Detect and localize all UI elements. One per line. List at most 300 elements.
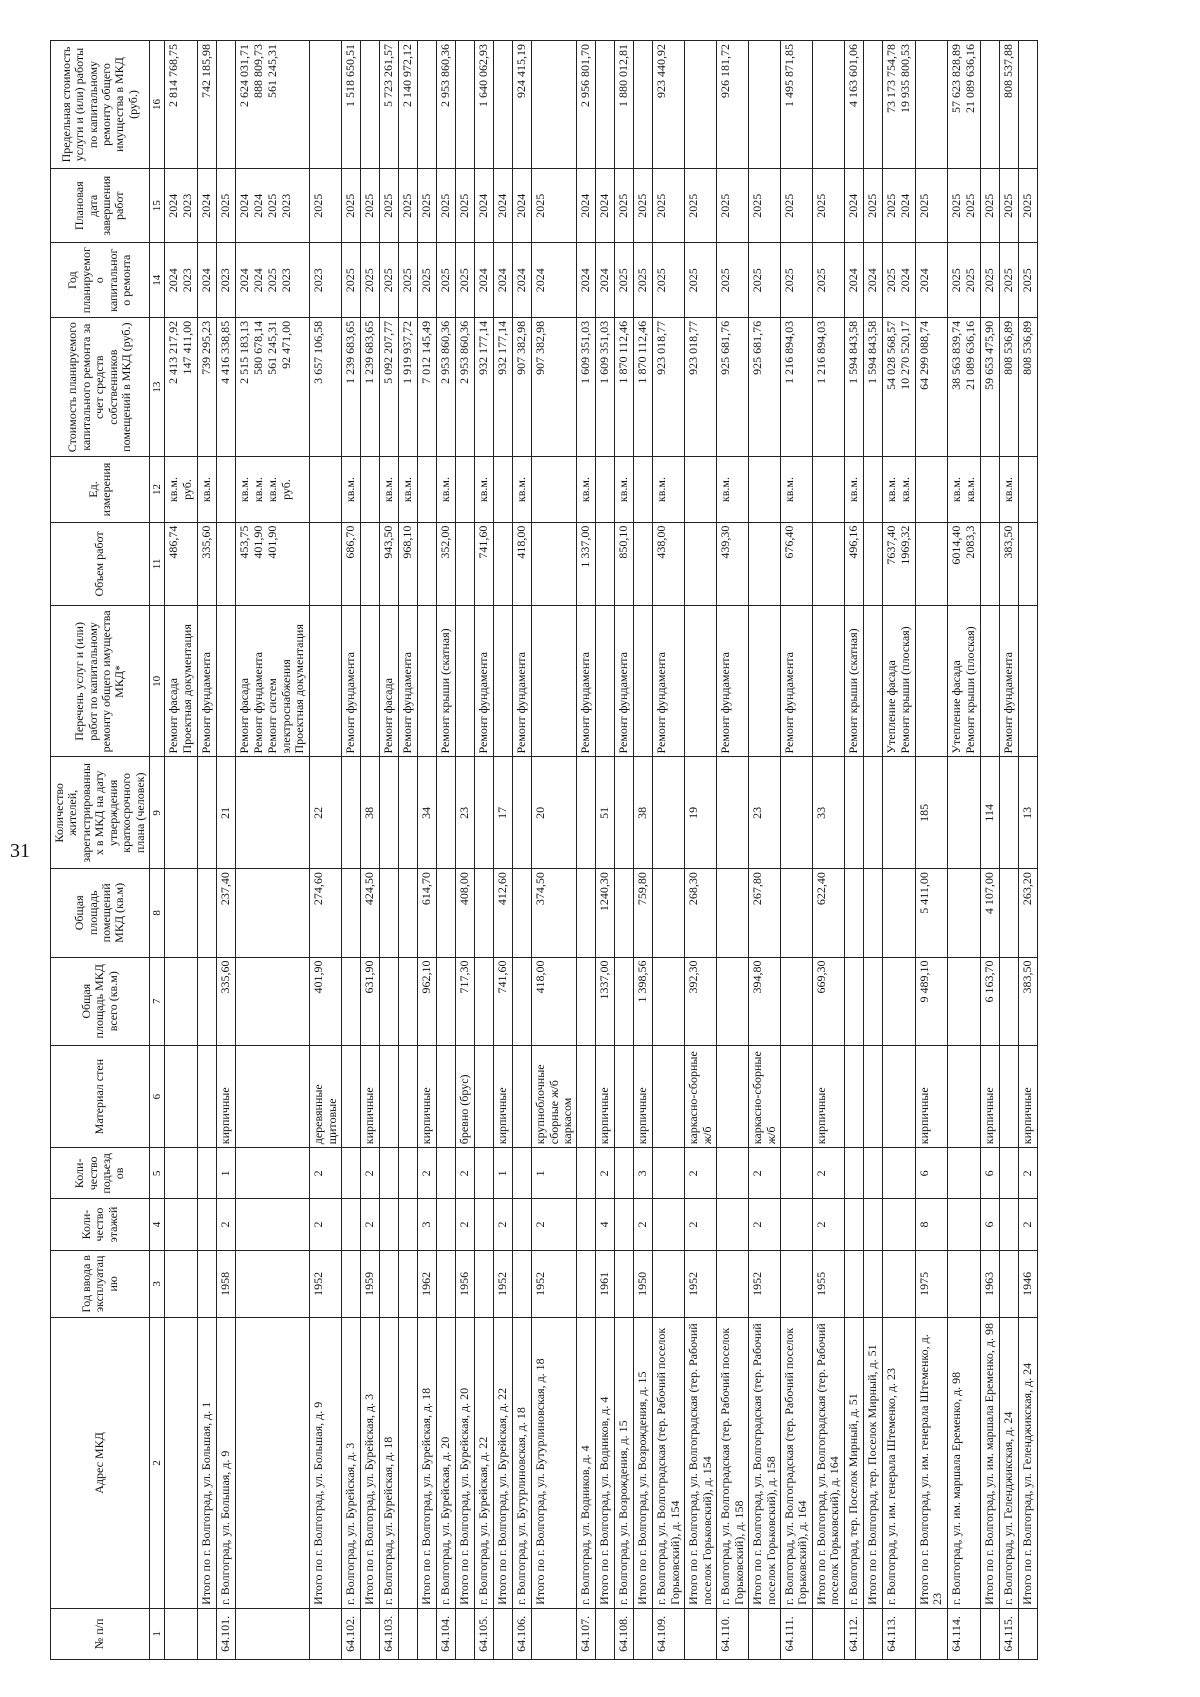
unit-item: кв.м. [1000, 476, 1015, 503]
header-cell: Материал стен [51, 1045, 150, 1147]
floors-count-cell [717, 1199, 749, 1250]
end-date-cell [1018, 169, 1037, 243]
premises-area-cell: 614,70 [418, 869, 437, 957]
limit-cost-cell [198, 41, 217, 169]
entrances-count-cell [717, 1148, 749, 1199]
repair-cost-item: 5 092 207,77 [381, 320, 396, 384]
works-list-item: Ремонт фундамента [781, 652, 796, 754]
unit-cell [863, 457, 882, 522]
total-area-cell [717, 957, 749, 1045]
residents-count-cell: 19 [685, 757, 717, 869]
end-date-item: 2025 [948, 193, 963, 218]
residents-count-cell [399, 757, 418, 869]
works-list-cell [882, 606, 915, 757]
repair-cost-item: 1 239 683,65 [362, 320, 377, 384]
works-list-item: Ремонт фасада [381, 678, 396, 754]
limit-cost-item: 924 415,19 [514, 44, 529, 98]
works-list-cell [980, 606, 999, 757]
work-volume-cell [399, 522, 418, 606]
residents-count-cell [653, 757, 685, 869]
wall-material-cell [882, 1045, 915, 1147]
column-number: 15 [150, 169, 165, 243]
works-list-item: Ремонт фундамента [476, 652, 491, 754]
residents-count-cell [615, 757, 634, 869]
row-number-cell [863, 1608, 882, 1659]
limit-cost-item: 1 640 062,93 [476, 44, 491, 107]
entrances-count-cell: 2 [596, 1148, 615, 1199]
total-area-cell: 392,30 [685, 957, 717, 1045]
unit-cell [437, 457, 456, 522]
total-area-cell [380, 957, 399, 1045]
end-date-cell [653, 169, 685, 243]
repair-year-cell [653, 243, 685, 317]
entrances-count-cell [863, 1148, 882, 1199]
address-cell: г. Волгоград, ул. Бурейская, д. 20 [437, 1318, 456, 1609]
repair-year-item: 2024 [166, 268, 181, 293]
repair-cost-item: 92 471,00 [279, 320, 294, 369]
end-date-cell [217, 169, 236, 243]
repair-year-cell [165, 243, 198, 317]
table-row [198, 41, 217, 1660]
works-list-cell [475, 606, 494, 757]
row-number-cell [915, 1608, 947, 1659]
end-date-item: 2025 [419, 193, 434, 218]
end-date-item: 2023 [279, 193, 294, 218]
end-date-item: 2025 [883, 193, 898, 218]
residents-count-cell: 22 [310, 757, 342, 869]
works-list-item: Утепление фасада [883, 660, 898, 754]
total-area-cell [999, 957, 1018, 1045]
total-area-cell: 1337,00 [596, 957, 615, 1045]
repair-year-cell [844, 243, 863, 317]
end-date-cell [310, 169, 342, 243]
year-built-cell [475, 1250, 494, 1317]
floors-count-cell [437, 1199, 456, 1250]
repair-cost-cell [882, 317, 915, 457]
floors-count-cell: 3 [418, 1199, 437, 1250]
address-cell: Итого по г. Волгоград, ул. Водников, д. 4 [596, 1318, 615, 1609]
works-list-item: Ремонт фундамента [718, 652, 733, 754]
residents-count-cell [780, 757, 812, 869]
work-volume-cell [717, 522, 749, 606]
unit-item: кв.м. [616, 476, 631, 503]
limit-cost-cell [513, 41, 532, 169]
unit-item: кв.м. [654, 476, 669, 503]
address-cell: г. Волгоград, ул. им. генерала Штеменко, д. 23 [882, 1318, 915, 1609]
premises-area-cell: 759,80 [634, 869, 653, 957]
work-volume-item: 7637,40 [883, 525, 898, 565]
column-number: 11 [150, 522, 165, 606]
address-cell: г. Волгоград, ул. Бурейская, д. 3 [342, 1318, 361, 1609]
repair-cost-item: 808 536,89 [1000, 320, 1015, 375]
table-row [596, 41, 615, 1660]
residents-count-cell: 185 [915, 757, 947, 869]
work-volume-cell [596, 522, 615, 606]
wall-material-cell [437, 1045, 456, 1147]
limit-cost-cell [980, 41, 999, 169]
floors-count-cell: 2 [749, 1199, 781, 1250]
repair-year-item: 2024 [514, 268, 529, 293]
row-number-cell: 64.110. [717, 1608, 749, 1659]
row-number-cell: 64.105. [475, 1608, 494, 1659]
repair-year-cell [342, 243, 361, 317]
work-volume-item: 943,50 [381, 525, 396, 559]
residents-count-cell [198, 757, 217, 869]
address-cell: г. Волгоград, тер. Поселок Мирный, д. 51 [844, 1318, 863, 1609]
floors-count-cell [947, 1199, 980, 1250]
premises-area-cell: 5 411,00 [915, 869, 947, 957]
repair-year-item: 2025 [654, 268, 669, 293]
premises-area-cell: 4 107,00 [980, 869, 999, 957]
repair-year-item: 2025 [265, 268, 280, 293]
unit-item: кв.м. [438, 476, 453, 503]
premises-area-cell [342, 869, 361, 957]
entrances-count-cell: 1 [217, 1148, 236, 1199]
unit-cell [494, 457, 513, 522]
entrances-count-cell [947, 1148, 980, 1199]
column-number: 14 [150, 243, 165, 317]
repair-cost-item: 1 870 112,46 [616, 320, 631, 384]
floors-count-cell: 2 [812, 1199, 844, 1250]
table-row [615, 41, 634, 1660]
table-row [915, 41, 947, 1660]
floors-count-cell [165, 1199, 198, 1250]
work-volume-cell [165, 522, 198, 606]
table-row [634, 41, 653, 1660]
repair-year-item: 2023 [311, 268, 326, 293]
work-volume-item: 439,30 [718, 525, 733, 559]
floors-count-cell [999, 1199, 1018, 1250]
works-list-cell [653, 606, 685, 757]
floors-count-cell [342, 1199, 361, 1250]
residents-count-cell: 23 [749, 757, 781, 869]
total-area-cell: 9 489,10 [915, 957, 947, 1045]
table-row [361, 41, 380, 1660]
total-area-cell [863, 957, 882, 1045]
work-volume-cell [615, 522, 634, 606]
wall-material-cell [717, 1045, 749, 1147]
works-list-cell [437, 606, 456, 757]
year-built-cell [198, 1250, 217, 1317]
repair-cost-cell [1018, 317, 1037, 457]
repair-cost-item: 580 678,14 [251, 320, 266, 375]
work-volume-item: 438,00 [654, 525, 669, 559]
works-list-item: Ремонт фундамента [251, 652, 266, 754]
address-cell: г. Волгоград, ул. Водников, д. 4 [577, 1318, 596, 1609]
premises-area-cell [717, 869, 749, 957]
wall-material-cell [780, 1045, 812, 1147]
works-list-cell [685, 606, 717, 757]
entrances-count-cell [513, 1148, 532, 1199]
header-cell: Общая площадь помещений МКД (кв.м) [51, 869, 150, 957]
residents-count-cell [863, 757, 882, 869]
floors-count-cell: 2 [685, 1199, 717, 1250]
repair-cost-item: 1 594 843,58 [845, 320, 860, 384]
repair-cost-item: 4 416 338,85 [218, 320, 233, 384]
repair-cost-item: 1 870 112,46 [635, 320, 650, 384]
end-date-item: 2025 [864, 193, 879, 218]
premises-area-cell [437, 869, 456, 957]
address-cell: Итого по г. Волгоград, тер. Поселок Мирный, д. 51 [863, 1318, 882, 1609]
premises-area-cell: 237,40 [217, 869, 236, 957]
works-list-item: Ремонт фундамента [578, 652, 593, 754]
repair-cost-item: 932 177,14 [495, 320, 510, 375]
repair-year-cell [399, 243, 418, 317]
total-area-cell [844, 957, 863, 1045]
floors-count-cell: 4 [596, 1199, 615, 1250]
repair-year-cell [863, 243, 882, 317]
address-cell: г. Волгоград, ул. Бутурлиновская, д. 18 [513, 1318, 532, 1609]
address-cell: Итого по г. Волгоград, ул. Бурейская, д. 18 [418, 1318, 437, 1609]
works-list-cell [361, 606, 380, 757]
table-row [475, 41, 494, 1660]
address-cell: Итого по г. Волгоград, ул. Волгоградская (тер. Рабочий поселок Горьковский), д. 154 [685, 1318, 717, 1609]
limit-cost-cell [653, 41, 685, 169]
residents-count-cell [475, 757, 494, 869]
limit-cost-item: 2 953 860,36 [438, 44, 453, 107]
repair-year-item: 2024 [597, 268, 612, 293]
repair-cost-cell [513, 317, 532, 457]
residents-count-cell: 17 [494, 757, 513, 869]
work-volume-item: 1969,32 [897, 525, 912, 565]
year-built-cell: 1952 [494, 1250, 513, 1317]
works-list-item: Ремонт крыши (скатная) [438, 628, 453, 754]
repair-cost-cell [596, 317, 615, 457]
repair-cost-cell [456, 317, 475, 457]
address-cell: г. Волгоград, ул. Бурейская, д. 18 [380, 1318, 399, 1609]
unit-cell [685, 457, 717, 522]
total-area-cell: 741,60 [494, 957, 513, 1045]
floors-count-cell: 2 [456, 1199, 475, 1250]
unit-cell [380, 457, 399, 522]
entrances-count-cell [999, 1148, 1018, 1199]
works-list-cell [310, 606, 342, 757]
repair-cost-item: 1 919 937,72 [400, 320, 415, 384]
repair-cost-cell [165, 317, 198, 457]
works-list-cell [780, 606, 812, 757]
floors-count-cell [882, 1199, 915, 1250]
year-built-cell: 1962 [418, 1250, 437, 1317]
work-volume-item: 741,60 [476, 525, 491, 559]
row-number-cell: 64.113. [882, 1608, 915, 1659]
header-cell: Адрес МКД [51, 1318, 150, 1609]
unit-cell [1018, 457, 1037, 522]
repair-year-cell [577, 243, 596, 317]
premises-area-cell: 374,50 [532, 869, 577, 957]
work-volume-cell [361, 522, 380, 606]
premises-area-cell: 274,60 [310, 869, 342, 957]
repair-year-item: 2023 [180, 268, 195, 293]
premises-area-cell [653, 869, 685, 957]
premises-area-cell: 268,30 [685, 869, 717, 957]
table-row [532, 41, 577, 1660]
work-volume-cell [844, 522, 863, 606]
residents-count-cell [513, 757, 532, 869]
year-built-cell [577, 1250, 596, 1317]
premises-area-cell: 1240,30 [596, 869, 615, 957]
repair-cost-item: 3 657 106,58 [311, 320, 326, 384]
unit-cell [947, 457, 980, 522]
wall-material-cell: крупноблочные сборные ж/б каркасом [532, 1045, 577, 1147]
repair-year-cell [532, 243, 577, 317]
floors-count-cell [399, 1199, 418, 1250]
premises-area-cell [577, 869, 596, 957]
repair-cost-cell [844, 317, 863, 457]
repair-year-item: 2025 [1019, 268, 1034, 293]
limit-cost-cell [217, 41, 236, 169]
works-list-cell [513, 606, 532, 757]
table-row [780, 41, 812, 1660]
unit-item: кв.м. [251, 476, 266, 503]
repair-year-item: 2025 [981, 268, 996, 293]
unit-item: кв.м. [343, 476, 358, 503]
floors-count-cell: 2 [1018, 1199, 1037, 1250]
repair-year-item: 2025 [457, 268, 472, 293]
repair-cost-cell [615, 317, 634, 457]
total-area-cell [577, 957, 596, 1045]
wall-material-cell [380, 1045, 399, 1147]
address-cell: г. Волгоград, ул. Бурейская, д. 22 [475, 1318, 494, 1609]
table-row [999, 41, 1018, 1660]
table-row [812, 41, 844, 1660]
address-cell: г. Волгоград, ул. Волгоградская (тер. Рабочий поселок Горьковский), д. 158 [717, 1318, 749, 1609]
year-built-cell [513, 1250, 532, 1317]
end-date-cell [999, 169, 1018, 243]
table-row [399, 41, 418, 1660]
end-date-item: 2025 [1019, 193, 1034, 218]
work-volume-cell [456, 522, 475, 606]
end-date-item: 2025 [533, 193, 548, 218]
repair-cost-cell [236, 317, 310, 457]
column-number: 3 [150, 1250, 165, 1317]
year-built-cell [653, 1250, 685, 1317]
repair-year-item: 2023 [279, 268, 294, 293]
floors-count-cell [577, 1199, 596, 1250]
total-area-cell: 394,80 [749, 957, 781, 1045]
unit-cell [882, 457, 915, 522]
end-date-cell [717, 169, 749, 243]
end-date-item: 2025 [616, 193, 631, 218]
limit-cost-cell [475, 41, 494, 169]
premises-area-cell [999, 869, 1018, 957]
repair-cost-cell [532, 317, 577, 457]
end-date-cell [494, 169, 513, 243]
limit-cost-cell [399, 41, 418, 169]
end-date-item: 2024 [199, 193, 214, 218]
end-date-cell [418, 169, 437, 243]
end-date-cell [475, 169, 494, 243]
year-built-cell: 1950 [634, 1250, 653, 1317]
header-cell: Предельная стоимость услуги и (или) работы по капитальному ремонту общего имущества в МКД (руб.) [51, 41, 150, 169]
table-row [980, 41, 999, 1660]
unit-cell [999, 457, 1018, 522]
total-area-cell [882, 957, 915, 1045]
repair-year-item: 2025 [962, 268, 977, 293]
limit-cost-cell [915, 41, 947, 169]
limit-cost-item: 5 723 261,57 [381, 44, 396, 107]
end-date-item: 2025 [438, 193, 453, 218]
unit-cell [780, 457, 812, 522]
row-number-cell [198, 1608, 217, 1659]
total-area-cell: 401,90 [310, 957, 342, 1045]
end-date-cell [513, 169, 532, 243]
repair-year-cell [882, 243, 915, 317]
repair-cost-item: 2 953 860,36 [457, 320, 472, 384]
work-volume-cell [999, 522, 1018, 606]
premises-area-cell: 267,80 [749, 869, 781, 957]
end-date-cell [780, 169, 812, 243]
repair-cost-cell [812, 317, 844, 457]
unit-cell [456, 457, 475, 522]
total-area-cell [399, 957, 418, 1045]
end-date-item: 2025 [750, 193, 765, 218]
total-area-cell: 1 398,56 [634, 957, 653, 1045]
year-built-cell [380, 1250, 399, 1317]
repair-cost-cell [577, 317, 596, 457]
unit-cell [532, 457, 577, 522]
page-number: 31 [10, 840, 30, 862]
total-area-cell [947, 957, 980, 1045]
row-number-cell [596, 1608, 615, 1659]
floors-count-cell: 2 [361, 1199, 380, 1250]
end-date-item: 2024 [495, 193, 510, 218]
work-volume-item: 6014,40 [948, 525, 963, 565]
wall-material-cell [615, 1045, 634, 1147]
repair-year-item: 2024 [251, 268, 266, 293]
floors-count-cell [844, 1199, 863, 1250]
end-date-item: 2024 [597, 193, 612, 218]
end-date-item: 2025 [916, 193, 931, 218]
end-date-item: 2025 [981, 193, 996, 218]
year-built-cell [999, 1250, 1018, 1317]
end-date-item: 2025 [362, 193, 377, 218]
end-date-cell [361, 169, 380, 243]
premises-area-cell [399, 869, 418, 957]
address-cell: г. Волгоград, ул. Волгоградская (тер. Рабочий поселок Горьковский), д. 154 [653, 1318, 685, 1609]
repair-year-cell [812, 243, 844, 317]
unit-cell [653, 457, 685, 522]
row-number-cell: 64.102. [342, 1608, 361, 1659]
limit-cost-cell [634, 41, 653, 169]
works-list-cell [577, 606, 596, 757]
premises-area-cell [236, 869, 310, 957]
address-cell [399, 1318, 418, 1609]
repair-cost-item: 561 245,31 [265, 320, 280, 375]
header-cell: Общая площадь МКД всего (кв.м) [51, 957, 150, 1045]
limit-cost-cell [236, 41, 310, 169]
work-volume-cell [380, 522, 399, 606]
limit-cost-item: 1 518 650,51 [343, 44, 358, 107]
end-date-item: 2025 [781, 193, 796, 218]
repair-year-item: 2024 [864, 268, 879, 293]
premises-area-cell: 622,40 [812, 869, 844, 957]
column-number: 7 [150, 957, 165, 1045]
limit-cost-cell [494, 41, 513, 169]
header-cell: Количество жителей, зарегистрированных в МКД на дату утверждения краткосрочного плана (человек) [51, 757, 150, 869]
wall-material-cell [165, 1045, 198, 1147]
end-date-cell [532, 169, 577, 243]
year-built-cell [399, 1250, 418, 1317]
wall-material-cell: каркасно-сборные ж/б [685, 1045, 717, 1147]
works-list-item: Ремонт фундамента [616, 652, 631, 754]
floors-count-cell [513, 1199, 532, 1250]
limit-cost-item [280, 44, 294, 165]
entrances-count-cell [236, 1148, 310, 1199]
floors-count-cell: 2 [634, 1199, 653, 1250]
work-volume-item [181, 526, 195, 603]
work-volume-cell [437, 522, 456, 606]
residents-count-cell [947, 757, 980, 869]
